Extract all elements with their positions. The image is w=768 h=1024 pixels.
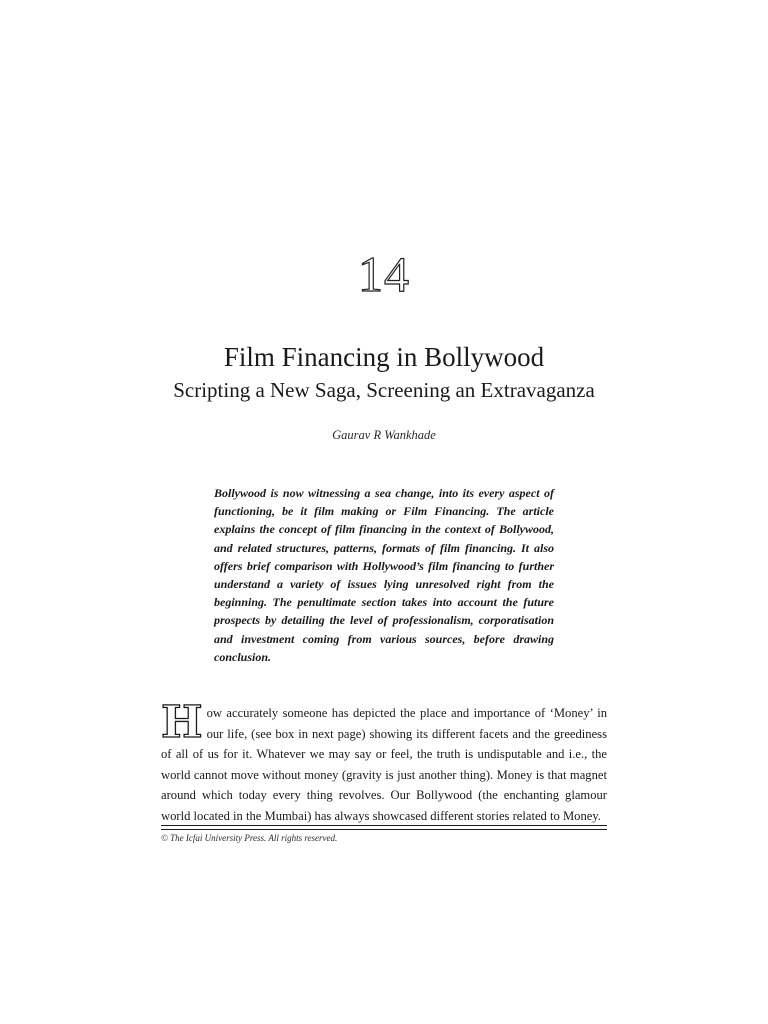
author-name: Gaurav R Wankhade [332, 428, 436, 442]
drop-cap: H [161, 697, 203, 748]
chapter-number: 14 [358, 246, 410, 302]
article-subtitle: Scripting a New Saga, Screening an Extravaganza [173, 378, 595, 402]
footer-rule-thin [161, 829, 607, 830]
copyright-notice: © The Icfai University Press. All rights reserved. [161, 833, 338, 843]
article-title: Film Financing in Bollywood [223, 342, 545, 372]
body-paragraph-text: ow accurately someone has depicted the place and importance of ‘Money’ in our life, (see box in next page) showing its different facets and the greediness of all of us for it. Whatever we may say or feel, the truth is undisputable and i.e., the world cannot move without money (gravity is just another thing). Money is that magnet around which today every thing revolves. Our Bollywood (the enchanting glamour world located in the Mumbai) has always showcased different stories related to Money. [161, 706, 607, 823]
footer-rule-thick [161, 825, 607, 826]
abstract: Bollywood is now witnessing a sea change, into its every aspect of functioning, be it film making or Film Financing. The article explains the concept of film financing in the context of Bollywood, and related structures, patterns, formats of film financing. It also offers brief comparison with Hollywood’s film financing to further understand a variety of issues lying unresolved right from the beginning. The penultimate section takes into account the future prospects by detailing the level of professionalism, corporatisation and investment coming from various sources, before drawing conclusion. [214, 486, 554, 664]
body-paragraph [161, 697, 607, 826]
